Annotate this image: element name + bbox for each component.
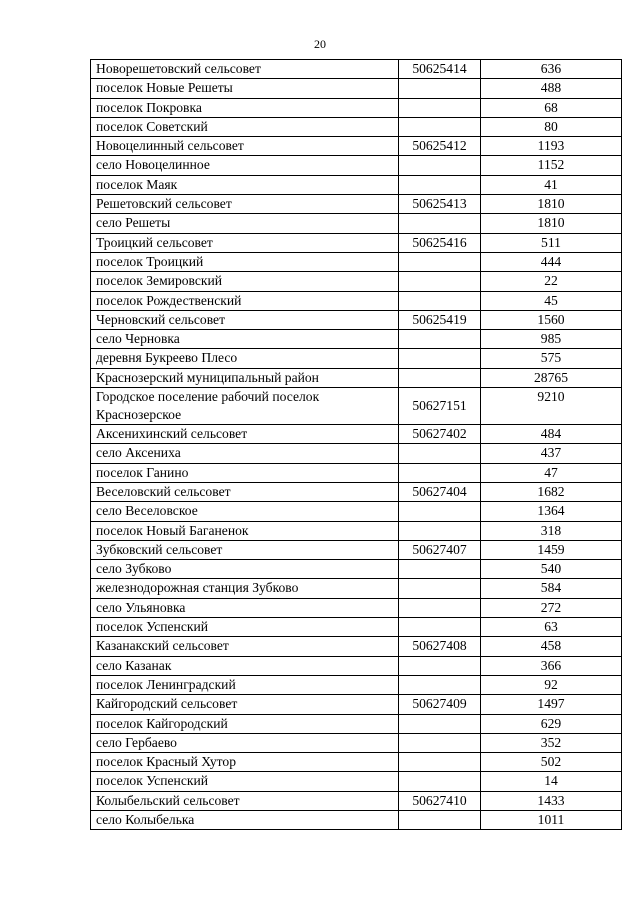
- oktmo-code-cell: 50627404: [399, 482, 481, 501]
- population-cell: 437: [481, 444, 622, 463]
- oktmo-code-cell: [399, 618, 481, 637]
- table-row: [91, 618, 622, 637]
- settlement-name-cell: поселок Успенский: [91, 618, 399, 637]
- population-cell: 584: [481, 579, 622, 598]
- population-cell: 1682: [481, 482, 622, 501]
- population-cell: 14: [481, 772, 622, 791]
- population-cell: 92: [481, 675, 622, 694]
- table-row: [91, 714, 622, 733]
- settlement-name-cell: село Ульяновка: [91, 598, 399, 617]
- population-cell: 318: [481, 521, 622, 540]
- settlement-name-cell: Троицкий сельсовет: [91, 233, 399, 252]
- oktmo-code-cell: [399, 502, 481, 521]
- settlement-name-cell: деревня Букреево Плесо: [91, 349, 399, 368]
- population-cell: 1152: [481, 156, 622, 175]
- table-row: [91, 502, 622, 521]
- population-cell: 540: [481, 560, 622, 579]
- oktmo-code-cell: [399, 675, 481, 694]
- settlement-name-cell: Колыбельский сельсовет: [91, 791, 399, 810]
- population-cell: 22: [481, 272, 622, 291]
- oktmo-code-cell: 50627409: [399, 695, 481, 714]
- population-cell: 458: [481, 637, 622, 656]
- table-row: [91, 637, 622, 656]
- settlement-name-cell: поселок Ленинградский: [91, 675, 399, 694]
- population-cell: 1560: [481, 310, 622, 329]
- population-cell: 502: [481, 753, 622, 772]
- page-number: 20: [314, 37, 326, 51]
- table-row: [91, 463, 622, 482]
- table-row: [91, 60, 622, 79]
- table-row: [91, 810, 622, 829]
- population-cell: 1011: [481, 810, 622, 829]
- table-row: [91, 137, 622, 156]
- settlement-name-cell: Новоцелинный сельсовет: [91, 137, 399, 156]
- population-cell: 1459: [481, 540, 622, 559]
- table-row: [91, 695, 622, 714]
- settlement-name-cell: Новорешетовский сельсовет: [91, 60, 399, 79]
- table-row: [91, 214, 622, 233]
- settlement-name-cell: поселок Советский: [91, 117, 399, 136]
- table-row: [91, 521, 622, 540]
- table-row: [91, 233, 622, 252]
- oktmo-code-cell: [399, 753, 481, 772]
- settlement-name-cell: село Новоцелинное: [91, 156, 399, 175]
- table-row: [91, 310, 622, 329]
- oktmo-code-cell: [399, 98, 481, 117]
- oktmo-code-cell: 50627408: [399, 637, 481, 656]
- settlement-name-cell: поселок Покровка: [91, 98, 399, 117]
- population-cell: 80: [481, 117, 622, 136]
- settlement-name-cell: Аксенихинский сельсовет: [91, 425, 399, 444]
- settlement-name-cell: село Казанак: [91, 656, 399, 675]
- population-cell: 41: [481, 175, 622, 194]
- settlement-name-cell: поселок Троицкий: [91, 252, 399, 271]
- table-row: [91, 675, 622, 694]
- population-cell: 272: [481, 598, 622, 617]
- oktmo-code-cell: 50627402: [399, 425, 481, 444]
- settlement-name-cell: поселок Новый Баганенок: [91, 521, 399, 540]
- population-cell: 352: [481, 733, 622, 752]
- table-row: [91, 388, 622, 425]
- population-cell: 575: [481, 349, 622, 368]
- settlement-name-cell: Казанакский сельсовет: [91, 637, 399, 656]
- oktmo-code-cell: [399, 156, 481, 175]
- oktmo-code-cell: [399, 79, 481, 98]
- oktmo-code-cell: 50627410: [399, 791, 481, 810]
- settlement-name-cell: поселок Красный Хутор: [91, 753, 399, 772]
- oktmo-code-cell: 50625414: [399, 60, 481, 79]
- population-cell: 1193: [481, 137, 622, 156]
- population-cell: 511: [481, 233, 622, 252]
- table-row: [91, 598, 622, 617]
- oktmo-code-cell: 50625419: [399, 310, 481, 329]
- oktmo-code-cell: [399, 656, 481, 675]
- table-row: [91, 482, 622, 501]
- table-row: [91, 791, 622, 810]
- population-cell: 985: [481, 330, 622, 349]
- population-cell: 28765: [481, 368, 622, 387]
- settlement-name-cell: село Гербаево: [91, 733, 399, 752]
- table-row: [91, 195, 622, 214]
- settlement-name-cell: село Зубково: [91, 560, 399, 579]
- table-row: [91, 330, 622, 349]
- oktmo-code-cell: [399, 579, 481, 598]
- table-row: [91, 175, 622, 194]
- table-row: [91, 560, 622, 579]
- oktmo-code-cell: [399, 598, 481, 617]
- settlement-name-cell: село Аксениха: [91, 444, 399, 463]
- table-row: [91, 79, 622, 98]
- population-cell: 68: [481, 98, 622, 117]
- oktmo-code-cell: [399, 733, 481, 752]
- table-row: [91, 753, 622, 772]
- settlement-name-cell: село Черновка: [91, 330, 399, 349]
- oktmo-code-cell: [399, 272, 481, 291]
- oktmo-code-cell: 50627407: [399, 540, 481, 559]
- settlement-name-cell: Кайгородский сельсовет: [91, 695, 399, 714]
- settlement-name-cell: село Колыбелька: [91, 810, 399, 829]
- population-cell: 636: [481, 60, 622, 79]
- oktmo-code-cell: [399, 368, 481, 387]
- population-cell: 366: [481, 656, 622, 675]
- settlement-name-cell: поселок Ганино: [91, 463, 399, 482]
- oktmo-code-cell: [399, 772, 481, 791]
- population-cell: 9210: [481, 388, 622, 425]
- oktmo-code-cell: [399, 252, 481, 271]
- table-row: [91, 579, 622, 598]
- table-row: [91, 368, 622, 387]
- oktmo-code-cell: [399, 521, 481, 540]
- oktmo-code-cell: [399, 444, 481, 463]
- table-row: [91, 425, 622, 444]
- oktmo-code-cell: [399, 560, 481, 579]
- settlement-name-cell: поселок Земировский: [91, 272, 399, 291]
- population-cell: 45: [481, 291, 622, 310]
- settlement-name-cell: Решетовский сельсовет: [91, 195, 399, 214]
- population-cell: 629: [481, 714, 622, 733]
- population-cell: 1810: [481, 214, 622, 233]
- settlement-name-cell: поселок Рождественский: [91, 291, 399, 310]
- table-row: [91, 540, 622, 559]
- table-row: [91, 444, 622, 463]
- population-cell: 47: [481, 463, 622, 482]
- population-cell: 488: [481, 79, 622, 98]
- table-row: [91, 291, 622, 310]
- oktmo-code-cell: [399, 810, 481, 829]
- settlement-name-cell: село Веселовское: [91, 502, 399, 521]
- oktmo-code-cell: [399, 349, 481, 368]
- settlement-name-cell: поселок Новые Решеты: [91, 79, 399, 98]
- oktmo-code-cell: 50625412: [399, 137, 481, 156]
- table-row: [91, 656, 622, 675]
- table-row: [91, 349, 622, 368]
- population-cell: 1364: [481, 502, 622, 521]
- table-row: [91, 272, 622, 291]
- settlement-name-cell: Веселовский сельсовет: [91, 482, 399, 501]
- population-cell: 484: [481, 425, 622, 444]
- settlements-table: [90, 59, 622, 830]
- settlement-name-cell: поселок Кайгородский: [91, 714, 399, 733]
- table-row: [91, 156, 622, 175]
- settlement-name-cell: Краснозерский муниципальный район: [91, 368, 399, 387]
- oktmo-code-cell: [399, 117, 481, 136]
- population-cell: 63: [481, 618, 622, 637]
- table-row: [91, 772, 622, 791]
- settlement-name-cell: Зубковский сельсовет: [91, 540, 399, 559]
- oktmo-code-cell: [399, 214, 481, 233]
- settlement-name-cell: Черновский сельсовет: [91, 310, 399, 329]
- table-row: [91, 252, 622, 271]
- oktmo-code-cell: [399, 330, 481, 349]
- settlement-name-cell: село Решеты: [91, 214, 399, 233]
- table-body: [91, 60, 622, 830]
- oktmo-code-cell: [399, 714, 481, 733]
- table-row: [91, 117, 622, 136]
- oktmo-code-cell: 50625413: [399, 195, 481, 214]
- settlement-name-cell: поселок Маяк: [91, 175, 399, 194]
- oktmo-code-cell: 50627151: [399, 388, 481, 425]
- population-cell: 1433: [481, 791, 622, 810]
- oktmo-code-cell: [399, 175, 481, 194]
- settlement-name-cell: поселок Успенский: [91, 772, 399, 791]
- population-cell: 1810: [481, 195, 622, 214]
- population-cell: 1497: [481, 695, 622, 714]
- settlement-name-cell: железнодорожная станция Зубково: [91, 579, 399, 598]
- table-row: [91, 733, 622, 752]
- oktmo-code-cell: 50625416: [399, 233, 481, 252]
- table-row: [91, 98, 622, 117]
- population-cell: 444: [481, 252, 622, 271]
- settlement-name-cell: Городское поселение рабочий поселок Краснозерское: [91, 388, 399, 425]
- oktmo-code-cell: [399, 291, 481, 310]
- oktmo-code-cell: [399, 463, 481, 482]
